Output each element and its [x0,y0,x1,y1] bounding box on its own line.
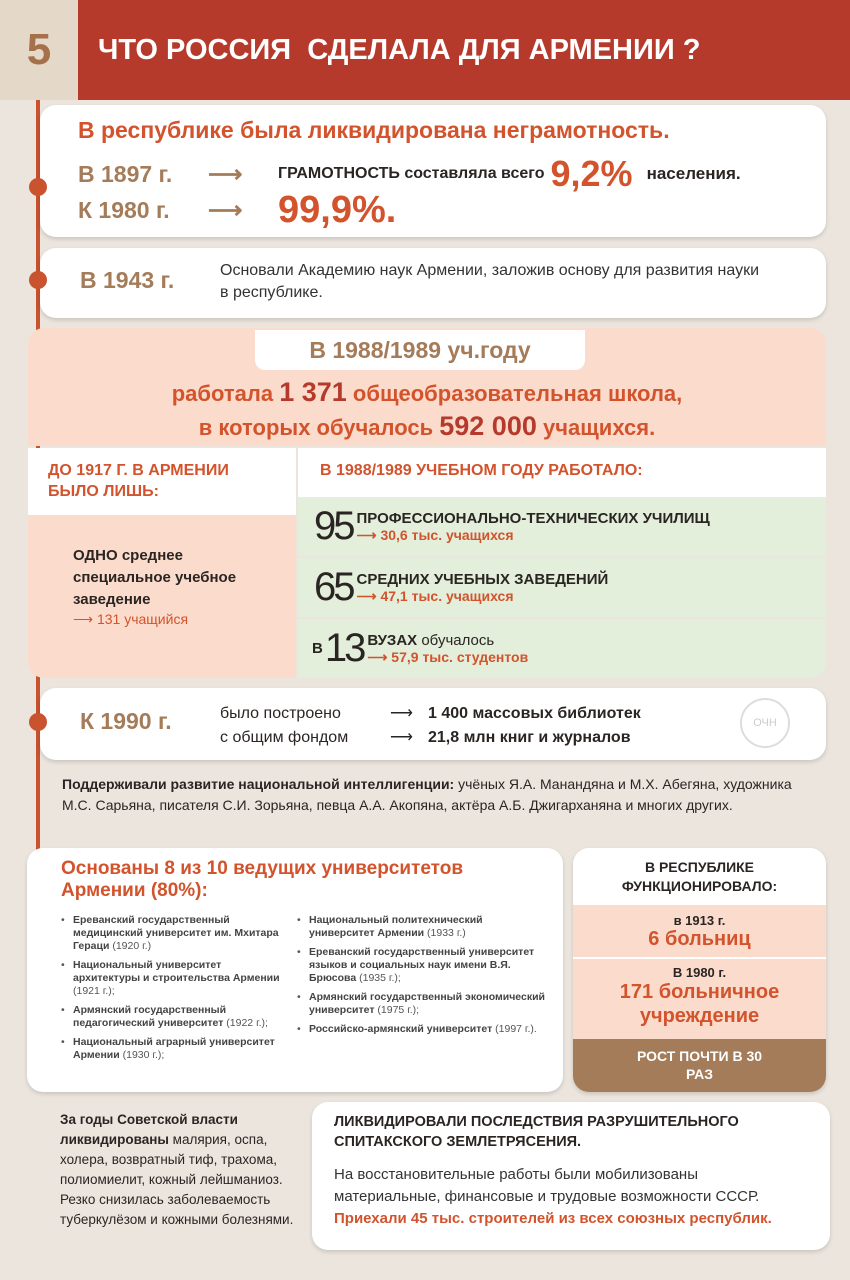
university-item: • Армянский государственный экономический университет (1975 г.); [297,991,547,1017]
y1988-list [298,497,826,680]
timeline-dot [29,271,47,289]
universities-list-1 [61,914,291,1068]
literacy-text: ГРАМОТНОСТЬ составляла всего [278,165,545,182]
earthquake-card [312,1102,830,1250]
institution-count: 13 [324,626,364,670]
university-item: • Национальный политехнический университет Армении (1933 г.) [297,914,547,940]
hospitals-card [573,848,826,1092]
libraries-year: К 1990 г. [80,708,172,734]
section-number: 5 [0,0,78,100]
arrow-icon: ⟶ [208,197,243,224]
page-title [78,0,850,100]
academy-card [40,248,826,318]
schools-line-2: в которых обучалось 592 000 учащихся. [198,411,656,441]
year-1980: К 1980 г. [78,197,170,223]
y1988-header: В 1988/1989 УЧЕБНОМ ГОДУ РАБОТАЛО: [298,448,826,497]
institution-row: В 13 ВУЗАХ обучалось ⟶ 57,9 тыс. студентов [298,619,826,678]
literacy-1980-value: 99,9%. [278,189,397,231]
institution-count: 65 [314,565,353,609]
timeline-dot [29,713,47,731]
university-item: • Национальный аграрный университет Армении (1930 г.); [61,1036,291,1062]
before-1917-sub: ⟶ 131 учащийся [73,611,189,627]
arrow-icon: ⟶ [208,160,243,188]
hospitals-1913: в 1913 г. 6 больниц [573,905,826,959]
schools-card [28,328,826,446]
before-1917-body [28,515,296,678]
universities-title: Основаны 8 из 10 ведущих университетов Армении (80%): [61,858,464,901]
academy-year: В 1943 г. [80,267,175,293]
literacy-1897-value: 9,2% [550,153,633,194]
timeline-dot [29,178,47,196]
hospitals-1980: В 1980 г. 171 больничное учреждение [573,959,826,1039]
hospitals-header: В РЕСПУБЛИКЕ ФУНКЦИОНИРОВАЛО: [573,848,826,905]
stamp-watermark: ОЧН [740,698,790,748]
institution-row: 65 СРЕДНИХ УЧЕБНЫХ ЗАВЕДЕНИЙ ⟶ 47,1 тыс. учащихся [298,558,826,617]
university-item: • Ереванский государственный медицинский университет им. Мхитара Гераци (1920 г.) [61,914,291,953]
growth-badge: РОСТ ПОЧТИ В 30 РАЗ [573,1039,826,1092]
schools-label-text: В 1988/1989 уч.году [309,337,531,363]
universities-card [27,848,563,1092]
literacy-card [40,105,826,237]
university-item: • Национальный университет архитектуры и строительства Армении (1921 г.); [61,959,291,998]
institution-count: 95 [314,504,353,548]
institution-row: 95 ПРОФЕССИОНАЛЬНО-ТЕХНИЧЕСКИХ УЧИЛИЩ ⟶ 30,6 тыс. учащихся [298,497,826,556]
schools-label [255,330,585,370]
title-text: ЧТО РОССИЯ СДЕЛАЛА ДЛЯ АРМЕНИИ ? [98,33,701,66]
literacy-heading: В республике была ликвидирована неграмотность. [78,117,670,143]
university-item: • Армянский государственный педагогический университет (1922 г.); [61,1004,291,1030]
intelligentsia-text: Поддерживали развитие национальной интеллигенции: учёных Я.А. Манандяна и М.Х. Абегяна, художника М.С. Сарьяна, писателя С.И. Зорьяна, певца А.А. Акопяна, актёра А.Б. Джигарханяна и многих других. [62,776,792,813]
academy-text: Основали Академию наук Армении, заложив основу для развития науки в республике. [220,262,760,301]
before-1917-text: ОДНО среднее специальное учебное заведение [73,547,237,608]
schools-line-1: работала 1 371 общеобразовательная школа, [171,377,683,407]
earthquake-text: На восстановительные работы были мобилизованы материальные, финансовые и трудовые возможности СССР. Приехали 45 тыс. строителей из всех союзных республик. [334,1166,772,1227]
diseases-text: За годы Советской власти ликвидированы малярия, оспа, холера, возвратный тиф, трахома, полиомиелит, кожный лейшманиоз. Резко снизилась заболеваемость туберкулёзом и кожными болезнями. [60,1112,294,1227]
earthquake-title: ЛИКВИДИРОВАЛИ ПОСЛЕДСТВИЯ РАЗРУШИТЕЛЬНОГО СПИТАКСКОГО ЗЕМЛЕТРЯСЕНИЯ. [334,1114,739,1150]
literacy-text-end: населения. [646,164,741,183]
before-1917-header: ДО 1917 Г. В АРМЕНИИ БЫЛО ЛИШЬ: [28,448,296,515]
libraries-card: К 1990 г. было построено ⟶ 1 400 массовых библиотек с общим фондом ⟶ 21,8 млн книг и журналов ОЧН [40,688,826,760]
year-1897: В 1897 г. [78,160,173,187]
universities-list-2 [297,914,547,1042]
university-item: • Российско-армянский университет (1997 г.). [297,1023,547,1036]
university-item: • Ереванский государственный университет языков и социальных наук имени В.Я. Брюсова (1935 г.); [297,946,547,985]
